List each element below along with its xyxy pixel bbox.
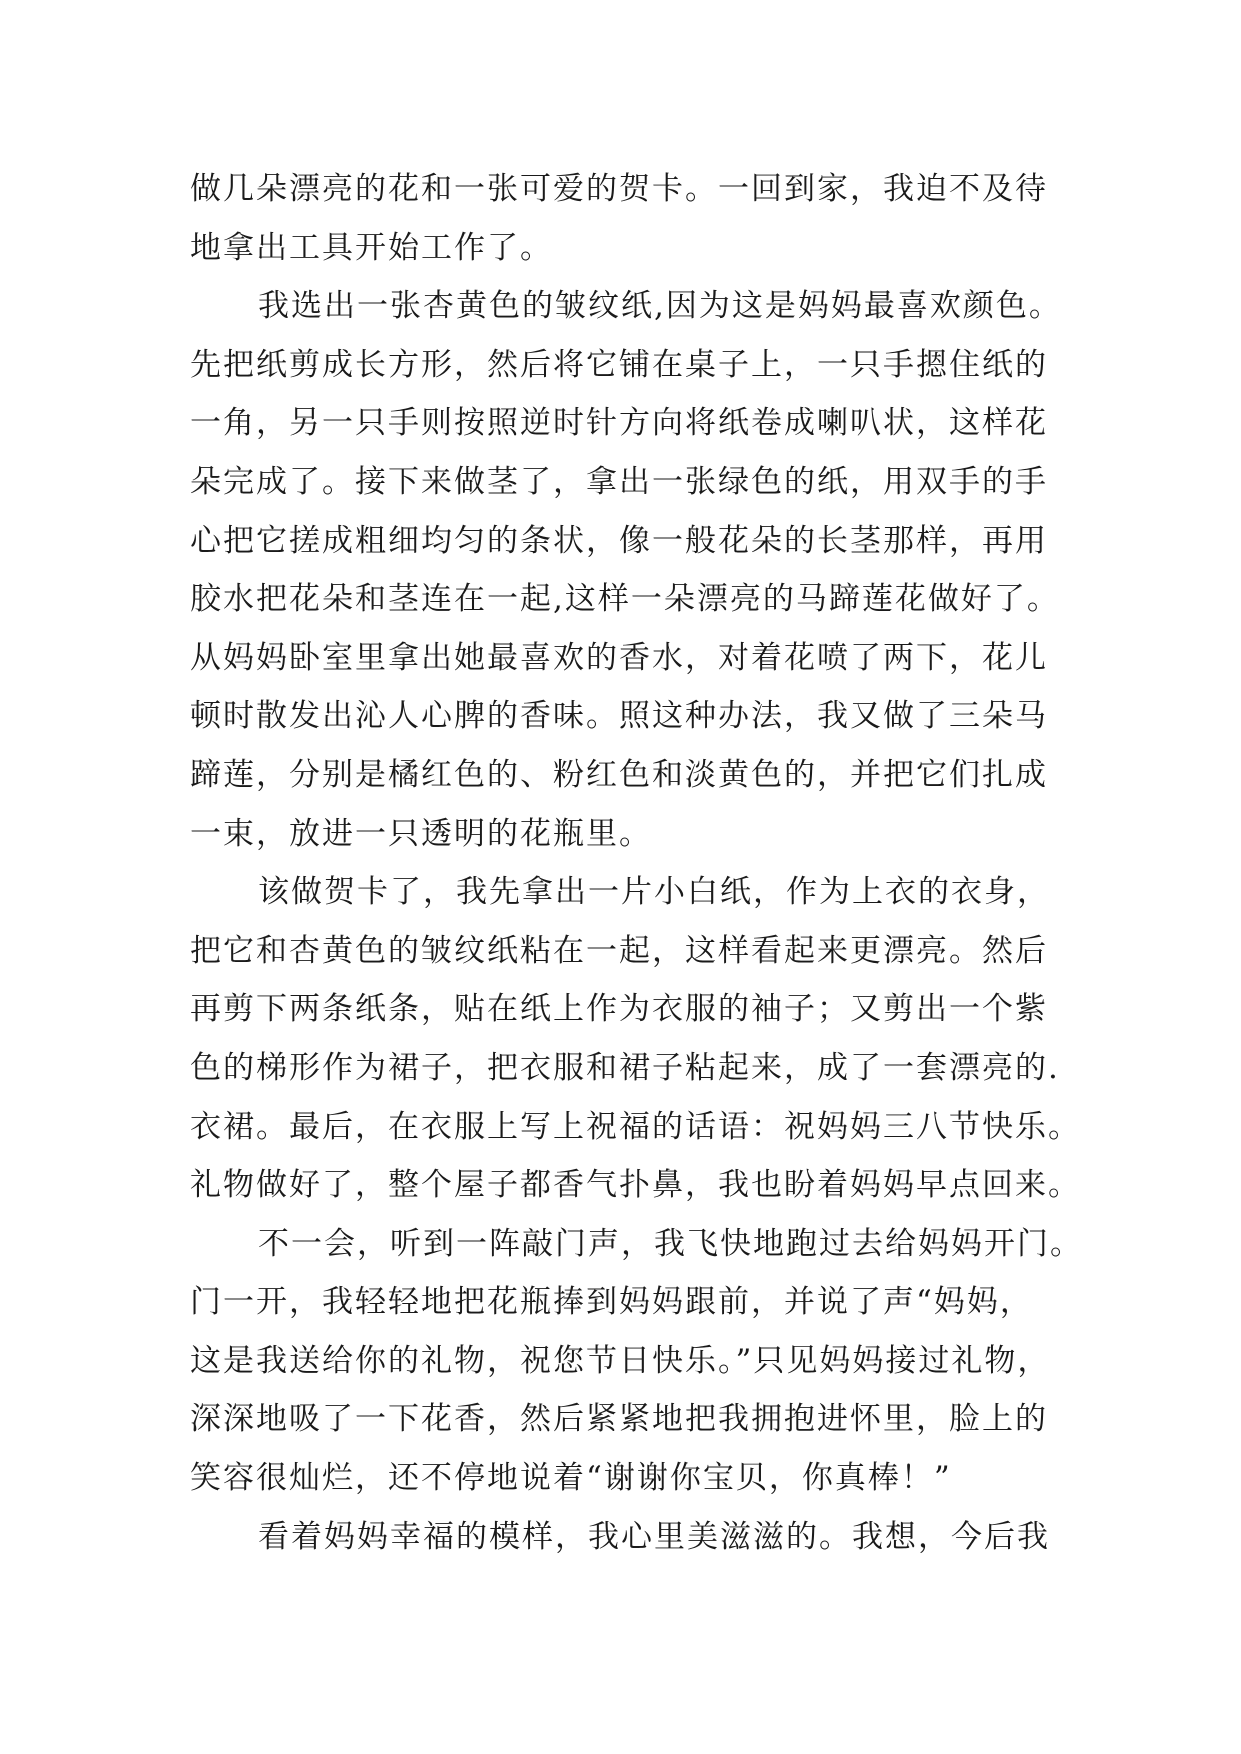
text-line: 地拿出工具开始工作了。	[190, 229, 553, 266]
text-line: 从妈妈卧室里拿出她最喜欢的香水，对着花喷了两下，花儿	[190, 639, 1048, 676]
text-line: 心把它搓成粗细均匀的条状，像一般花朵的长茎那样，再用	[190, 522, 1048, 559]
text-line: 一角，另一只手则按照逆时针方向将纸卷成喇叭状，这样花	[190, 405, 1048, 442]
paragraph-start-line: 不一会，听到一阵敲门声，我飞快地跑过去给妈妈开门。	[258, 1225, 1083, 1262]
text-line: 再剪下两条纸条，贴在纸上作为衣服的袖子；又剪出一个紫	[190, 991, 1048, 1028]
text-line: 深深地吸了一下花香，然后紧紧地把我拥抱进怀里，脸上的	[190, 1401, 1048, 1438]
text-line: 这是我送给你的礼物，祝您节日快乐。”只见妈妈接过礼物，	[190, 1342, 1051, 1379]
text-line: 衣裙。最后，在衣服上写上祝福的话语：祝妈妈三八节快乐。	[190, 1108, 1081, 1145]
essay-body	[190, 160, 1090, 1566]
text-line: 先把纸剪成长方形，然后将它铺在桌子上，一只手摁住纸的	[190, 346, 1048, 383]
text-line: 一束，放进一只透明的花瓶里。	[190, 815, 652, 852]
text-line: 把它和杏黄色的皱纹纸粘在一起，这样看起来更漂亮。然后	[190, 932, 1048, 969]
text-line: 朵完成了。接下来做茎了，拿出一张绿色的纸，用双手的手	[190, 463, 1048, 500]
text-line: 胶水把花朵和茎连在一起,这样一朵漂亮的马蹄莲花做好了。	[190, 581, 1060, 618]
paragraph-start-line: 我选出一张杏黄色的皱纹纸,因为这是妈妈最喜欢颜色。	[258, 288, 1062, 325]
paragraph-start-line: 看着妈妈幸福的模样，我心里美滋滋的。我想，今后我	[258, 1518, 1050, 1555]
text-line: 做几朵漂亮的花和一张可爱的贺卡。一回到家，我迫不及待	[190, 171, 1048, 207]
text-line: 蹄莲，分别是橘红色的、粉红色和淡黄色的，并把它们扎成	[190, 756, 1048, 793]
text-line: 笑容很灿烂，还不停地说着“谢谢你宝贝，你真棒！”	[190, 1460, 952, 1497]
paragraph-start-line: 该做贺卡了，我先拿出一片小白纸，作为上衣的衣身，	[258, 874, 1050, 911]
text-line: 色的梯形作为裙子，把衣服和裙子粘起来，成了一套漂亮的.	[190, 1049, 1060, 1086]
text-line: 顿时散发出沁人心脾的香味。照这种办法，我又做了三朵马	[190, 698, 1048, 735]
text-line: 礼物做好了，整个屋子都香气扑鼻，我也盼着妈妈早点回来。	[190, 1167, 1081, 1204]
text-line: 门一开，我轻轻地把花瓶捧到妈妈跟前，并说了声“妈妈，	[190, 1284, 1033, 1321]
